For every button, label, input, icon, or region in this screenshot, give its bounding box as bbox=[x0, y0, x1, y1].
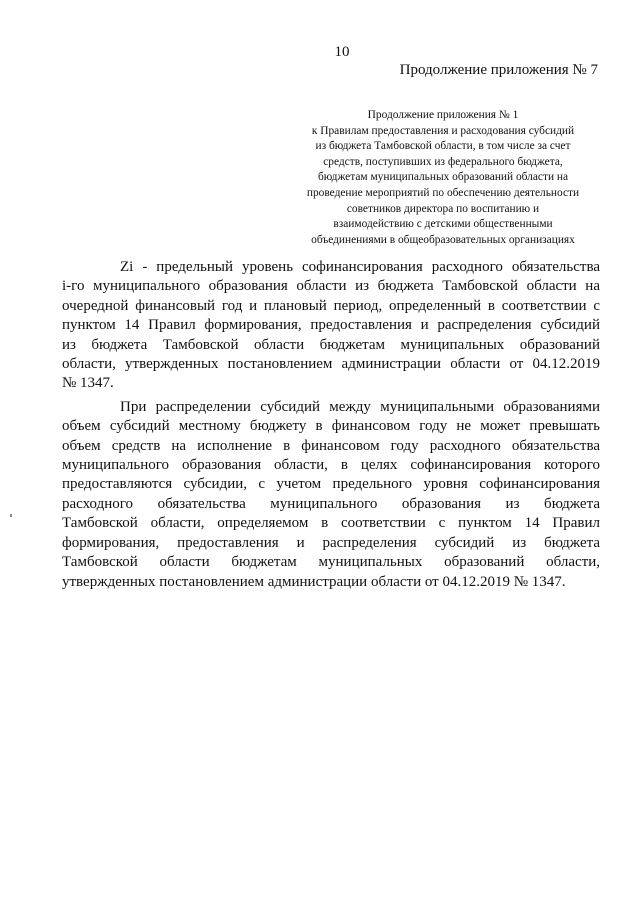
text-line: Zi - предельный уровень софинансирования расходного обязательства bbox=[120, 259, 600, 275]
appendix-line: средств, поступивших из федерального бюджета, bbox=[323, 155, 563, 168]
continuation-header: Продолжение приложения № 7 bbox=[399, 62, 598, 78]
text-line: Тамбовской области бюджетам муниципальных образований области, bbox=[62, 554, 600, 571]
appendix-line: Продолжение приложения № 1 bbox=[367, 109, 519, 121]
text-line: формирования, предоставления и распределения субсидий из бюджета bbox=[62, 534, 600, 551]
text-line: предоставляются субсидии, с учетом предельного уровня софинансирования bbox=[62, 476, 600, 493]
text-line: расходного обязательства муниципального образования из бюджета bbox=[62, 495, 600, 512]
appendix-line: советников директора по воспитанию и bbox=[346, 202, 540, 215]
scan-mark bbox=[10, 514, 12, 517]
document-body bbox=[62, 258, 600, 596]
text-line: очередной финансовый год и плановый период, определенный в соответствии с bbox=[62, 297, 600, 314]
appendix-line: к Правилам предоставления и расходования субсидий bbox=[311, 124, 575, 137]
page-number: 10 bbox=[334, 44, 350, 60]
text-line: из бюджета Тамбовской области бюджетам муниципальных образований bbox=[62, 336, 600, 353]
paragraph-distribution bbox=[62, 398, 600, 592]
text-line: При распределении субсидий между муниципальными образованиями bbox=[120, 398, 600, 415]
text-line: Тамбовской области, определяемом в соответствии с пунктом 14 Правил bbox=[62, 515, 600, 532]
text-line: i-го муниципального образования области из бюджета Тамбовской области на bbox=[62, 278, 600, 295]
appendix-line: проведение мероприятий по обеспечению деятельности bbox=[306, 186, 580, 199]
appendix-reference-block bbox=[278, 108, 608, 248]
text-line: пунктом 14 Правил формирования, предоставления и распределения субсидий bbox=[62, 317, 600, 334]
appendix-line: объединениями в общеобразовательных организациях bbox=[311, 233, 575, 246]
paragraph-definition bbox=[62, 258, 600, 394]
appendix-line: бюджетам муниципальных образований области на bbox=[317, 171, 569, 184]
text-line: объем средств на исполнение в финансовом году расходного обязательства bbox=[62, 437, 600, 454]
text-line: № 1347. bbox=[62, 375, 114, 392]
text-line: области, утвержденных постановлением администрации области от 04.12.2019 bbox=[62, 356, 600, 373]
text-line: утвержденных постановлением администрации области от 04.12.2019 № 1347. bbox=[62, 573, 566, 590]
text-line: объем субсидий местному бюджету в финансовом году не может превышать bbox=[62, 418, 600, 435]
text-line: муниципального образования области, в целях софинансирования которого bbox=[62, 457, 600, 474]
appendix-line: из бюджета Тамбовской области, в том числе за счет bbox=[315, 140, 571, 153]
appendix-line: взаимодействию с детскими общественными bbox=[333, 218, 553, 231]
